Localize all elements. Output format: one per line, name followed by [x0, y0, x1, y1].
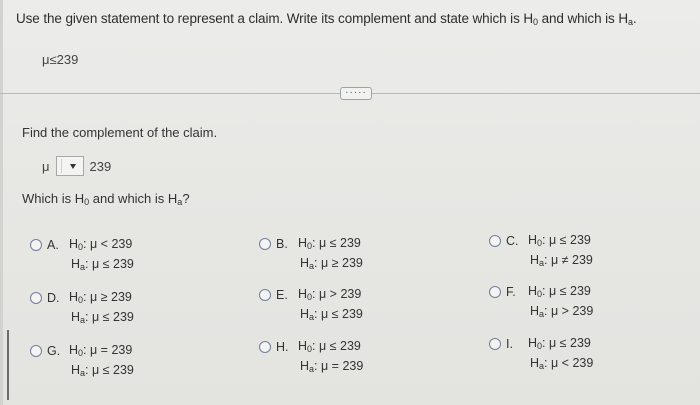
- radio-option-h[interactable]: [259, 341, 271, 353]
- option-letter: D.: [47, 291, 60, 305]
- option-letter: F.: [506, 285, 516, 299]
- option-letter: E.: [276, 288, 288, 302]
- dropdown-box: [61, 159, 67, 173]
- option-e[interactable]: E. $H_0$: μ > 239 $H_a$: μ ≤ 239: [259, 287, 363, 322]
- option-h[interactable]: H. $H_0$: μ ≤ 239 $H_a$: μ = 239: [259, 339, 363, 374]
- complement-operator-dropdown[interactable]: [56, 156, 84, 176]
- radio-option-c[interactable]: [489, 235, 501, 247]
- option-d[interactable]: D. $H_0$: μ ≥ 239 $H_a$: μ ≤ 239: [30, 290, 134, 325]
- radio-option-g[interactable]: [30, 345, 42, 357]
- option-f[interactable]: F. $H_0$: μ ≤ 239 $H_a$: μ > 239: [489, 284, 593, 319]
- option-letter: A.: [47, 238, 59, 252]
- option-c[interactable]: C. $H_0$: μ ≤ 239 $H_a$: μ ≠ 239: [489, 233, 593, 268]
- radio-option-f[interactable]: [489, 286, 501, 298]
- option-letter: I.: [506, 337, 513, 351]
- complement-value: 239: [89, 158, 112, 174]
- option-a[interactable]: A. $H_0$: μ < 239 $H_a$: μ ≤ 239: [30, 237, 134, 272]
- radio-option-a[interactable]: [30, 239, 42, 251]
- expand-more-button[interactable]: ·····: [340, 87, 372, 100]
- option-letter: G.: [47, 344, 61, 358]
- complement-row: [42, 155, 111, 177]
- radio-option-e[interactable]: [259, 289, 271, 301]
- radio-option-d[interactable]: [30, 292, 42, 304]
- which-prompt: Which is $H_0$ and which is $H_a$?: [22, 191, 190, 207]
- option-i[interactable]: I. $H_0$: μ ≤ 239 $H_a$: μ < 239: [489, 336, 593, 371]
- option-g[interactable]: G. $H_0$: μ = 239 $H_a$: μ ≤ 239: [30, 343, 134, 378]
- chevron-down-icon: [70, 164, 76, 169]
- radio-option-b[interactable]: [259, 238, 271, 250]
- left-edge-mark: [7, 330, 9, 400]
- option-letter: H.: [276, 340, 289, 354]
- option-b[interactable]: B. $H_0$: μ ≤ 239 $H_a$: μ ≥ 239: [259, 236, 363, 271]
- radio-option-i[interactable]: [489, 338, 501, 350]
- claim-statement: μ≤239: [42, 52, 79, 67]
- option-letter: B.: [276, 237, 288, 251]
- left-edge-shadow: [0, 0, 3, 405]
- find-complement-label: Find the complement of the claim.: [22, 125, 218, 140]
- question-text: Use the given statement to represent a claim. Write its complement and state which is $H_0$ and which is $H_a$.: [16, 11, 637, 27]
- complement-mu: μ: [42, 158, 50, 174]
- option-letter: C.: [506, 234, 519, 248]
